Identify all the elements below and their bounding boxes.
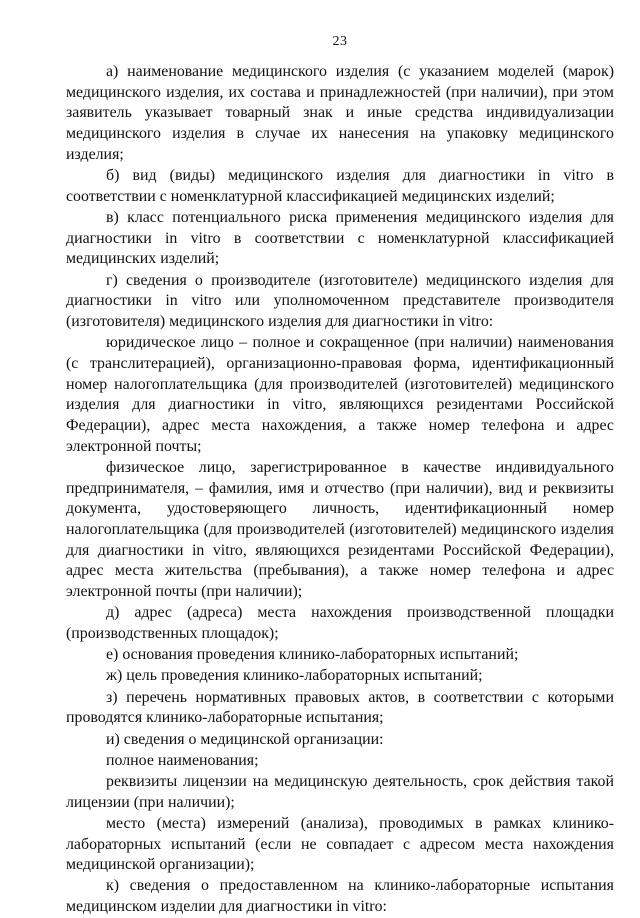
- paragraph-e-trial-grounds: е) основания проведения клинико-лабораторных испытаний;: [106, 646, 519, 664]
- paragraph-individual-entrepreneur: физическое лицо, зарегистрированное в качестве индивидуального предпринимателя, – фамилия, имя и отчество (при наличии), вид и реквизиты документа, удостоверяющего личность, идентификационный номер налогоплательщика (для производителей (изготовителей) медицинского изделия для диагностики in vitro, являющихся резидентами Российской Федерации), адрес места жительства (пребывания), а также номер телефона и адрес электронной почты (при наличии);: [66, 458, 614, 601]
- paragraph-d-production-site: д) адрес (адреса) места нахождения производственной площадки (производственных площадок);: [66, 604, 614, 642]
- page-number: 23: [332, 34, 348, 49]
- paragraph-z-regulations: з) перечень нормативных правовых актов, в соответствии с которыми проводятся клинико-лабораторные испытания;: [66, 688, 614, 727]
- paragraph-g-manufacturer-info: г) сведения о производителе (изготовителе) медицинского изделия для диагностики in vitro или уполномоченном представителе производителя (изготовителя) медицинского изделия для диагностики in vitro:: [66, 271, 614, 330]
- paragraph-k-provided-device: к) сведения о предоставленном на клинико-лабораторные испытания медицинском изделии для диагностики in vitro:: [66, 877, 614, 916]
- paragraph-b-product-type: б) вид (виды) медицинского изделия для диагностики in vitro в соответствии с номенклатурной классификацией медицинских изделий;: [66, 167, 614, 205]
- document-body: [66, 62, 614, 918]
- paragraph-zh-trial-purpose: ж) цель проведения клинико-лабораторных испытаний;: [106, 667, 483, 685]
- paragraph-v-risk-class: в) класс потенциального риска применения медицинского изделия для диагностики in vitro в соответствии с номенклатурной классификацией медицинских изделий;: [66, 208, 614, 268]
- paragraph-a-product-name: а) наименование медицинского изделия (с указанием моделей (марок) медицинского изделия, их состава и принадлежностей (при наличии), при этом заявитель указывает товарный знак и иные средства индивидуализации медицинского изделия в случае их нанесения на упаковку медицинского изделия;: [66, 63, 614, 163]
- paragraph-legal-entity: юридическое лицо – полное и сокращенное (при наличии) наименования (с транслитерацией), организационно-правовая форма, идентификационный номер налогоплательщика (для производителей (изготовителей) медицинского изделия для диагностики in vitro, являющихся резидентами Российской Федерации), адрес места нахождения, а также номер телефона и адрес электронной почты;: [66, 334, 614, 455]
- paragraph-full-name: полное наименования;: [106, 751, 259, 769]
- paragraph-i-medical-organization: и) сведения о медицинской организации:: [106, 730, 384, 748]
- paragraph-measurement-location: место (места) измерений (анализа), проводимых в рамках клинико-лабораторных испытаний (если не совпадает с адресом места нахождения медицинской организации);: [66, 814, 614, 874]
- paragraph-license-details: реквизиты лицензии на медицинскую деятельность, срок действия такой лицензии (при наличии);: [66, 772, 614, 811]
